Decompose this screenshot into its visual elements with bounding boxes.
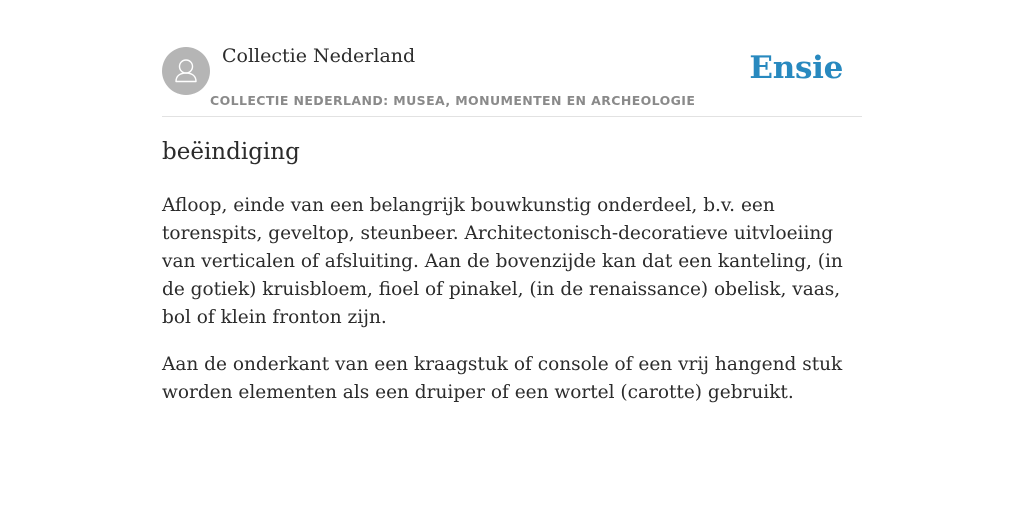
author-name-link[interactable]: Collectie Nederland (222, 45, 416, 67)
definition-paragraph: Aan de onderkant van een kraagstuk of console of een vrij hangend stuk worden elementen als een druiper of een wortel (carotte) gebruikt. (162, 354, 843, 403)
entry-definition (162, 192, 862, 426)
definition-paragraph: Afloop, einde van een belangrijk bouwkunstig onderdeel, b.v. een torenspits, geveltop, steunbeer. Architectonisch-decoratieve uitvloeiing van verticalen of afsluiting. Aan de bovenzijde kan dat een kanteling, (in de gotiek) kruisbloem, fioel of pinakel, (in de renaissance) obelisk, vaas, bol of klein fronton zijn. (162, 195, 843, 328)
author-avatar[interactable] (162, 47, 210, 95)
user-icon (162, 47, 210, 95)
entry-term: beëindiging (162, 139, 300, 165)
ensie-logo-link[interactable]: Ensie (749, 50, 843, 86)
entry-page (162, 0, 862, 512)
entry-header (162, 0, 862, 117)
author-subtitle: COLLECTIE NEDERLAND: MUSEA, MONUMENTEN EN ARCHEOLOGIE (210, 93, 696, 108)
